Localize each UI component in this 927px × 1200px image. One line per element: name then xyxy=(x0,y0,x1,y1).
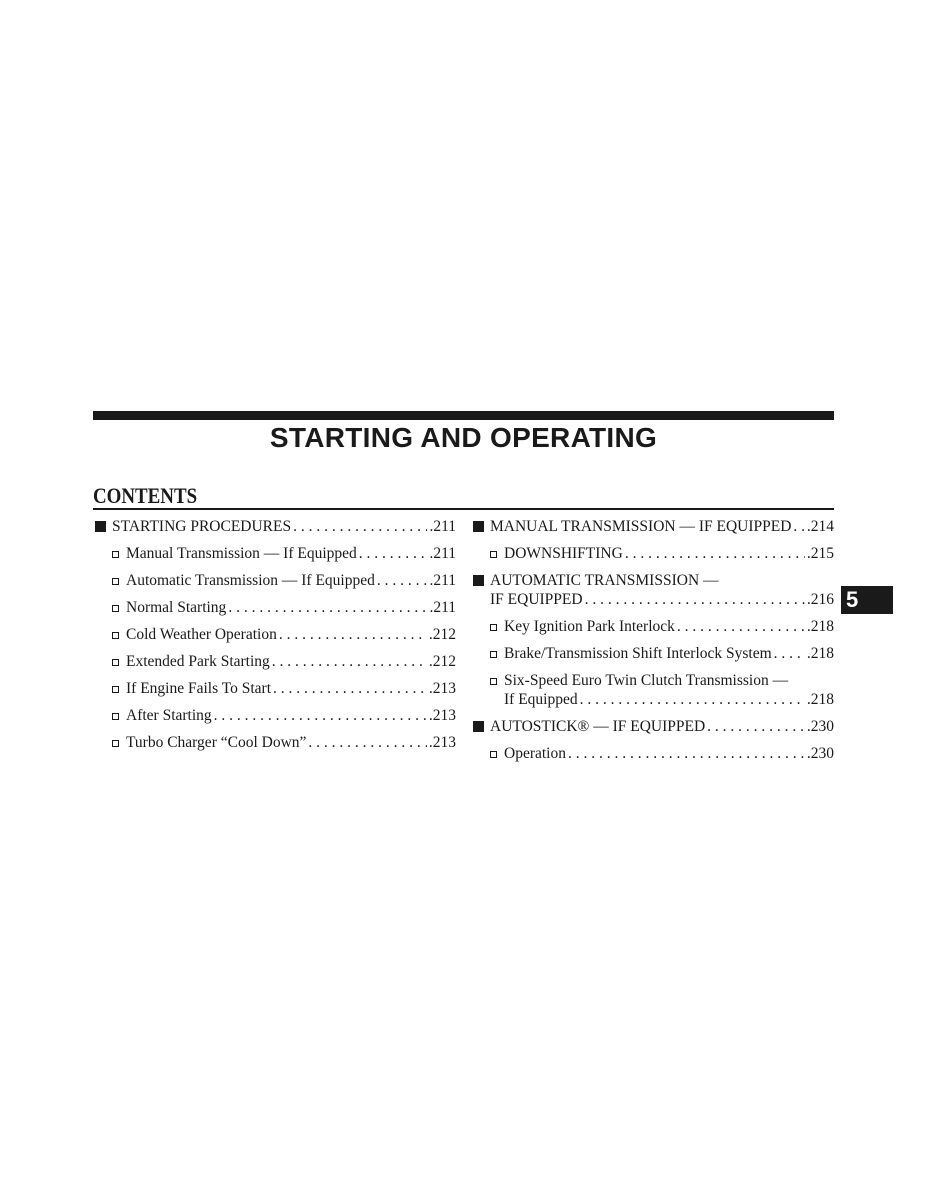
toc-entry-label: MANUAL TRANSMISSION — IF EQUIPPED xyxy=(490,518,792,535)
toc-page-number: .218 xyxy=(806,691,834,708)
contents-heading: CONTENTS xyxy=(93,483,198,508)
dot-leader xyxy=(377,567,428,594)
toc-entry-line xyxy=(93,513,456,540)
toc-entry[interactable] xyxy=(471,667,834,713)
chapter-number-tab: 5 xyxy=(841,586,893,614)
toc-page-number: .218 xyxy=(806,645,834,662)
toc-entry-label: Cold Weather Operation xyxy=(126,626,277,643)
chapter-title: STARTING AND OPERATING xyxy=(269,422,658,453)
toc-entry[interactable] xyxy=(471,713,834,740)
toc-entry[interactable] xyxy=(93,702,456,729)
toc-page-number: .213 xyxy=(428,707,456,724)
toc-entry[interactable] xyxy=(471,740,834,767)
toc-entry-line xyxy=(471,613,834,640)
toc-entry[interactable] xyxy=(93,567,456,594)
toc-entry-label: Key Ignition Park Interlock xyxy=(504,618,675,635)
toc-entry-label: Six-Speed Euro Twin Clutch Transmission — xyxy=(504,672,789,689)
toc-entry-label: Manual Transmission — If Equipped xyxy=(126,545,357,562)
dot-leader xyxy=(273,675,427,702)
toc-entry-line xyxy=(471,640,834,667)
toc-left-column xyxy=(93,513,456,756)
toc-entry-line xyxy=(471,540,834,567)
toc-entry[interactable] xyxy=(93,513,456,540)
toc-entry-label: Normal Starting xyxy=(126,599,227,616)
dot-leader xyxy=(793,513,804,540)
toc-entry-line xyxy=(471,713,834,740)
toc-entry-label: After Starting xyxy=(126,707,212,724)
dot-leader xyxy=(585,586,805,613)
toc-entry-label: STARTING PROCEDURES xyxy=(112,518,292,535)
toc-entry-line xyxy=(93,648,456,675)
toc-entry-line xyxy=(93,729,456,756)
toc-entry-label: IF EQUIPPED xyxy=(490,591,583,608)
dot-leader xyxy=(677,613,805,640)
toc-entry[interactable] xyxy=(93,540,456,567)
chapter-top-rule xyxy=(93,411,834,420)
toc-page-number: .211 xyxy=(429,545,456,562)
dot-leader xyxy=(214,702,427,729)
toc-entry[interactable] xyxy=(93,621,456,648)
dot-leader xyxy=(568,740,805,767)
toc-entry[interactable] xyxy=(93,675,456,702)
dot-leader xyxy=(707,713,805,740)
toc-entry-label: Extended Park Starting xyxy=(126,653,270,670)
toc-page-number: .213 xyxy=(428,734,456,751)
dot-leader xyxy=(774,640,805,667)
toc-entry[interactable] xyxy=(471,613,834,640)
toc-entry[interactable] xyxy=(471,513,834,540)
toc-page-number: .216 xyxy=(806,591,834,608)
toc-entry-line xyxy=(471,686,834,713)
dot-leader xyxy=(272,648,427,675)
toc-entry-label: Turbo Charger “Cool Down” xyxy=(126,734,307,751)
toc-entry-line xyxy=(93,675,456,702)
toc-entry-label: AUTOSTICK® — IF EQUIPPED xyxy=(490,718,706,735)
toc-entry-label: Brake/Transmission Shift Interlock System xyxy=(504,645,772,662)
dot-leader xyxy=(308,729,426,756)
toc-entry[interactable] xyxy=(471,540,834,567)
toc-entry[interactable] xyxy=(93,594,456,621)
toc-entry-label: Operation xyxy=(504,745,566,762)
toc-entry-label: AUTOMATIC TRANSMISSION — xyxy=(490,572,719,589)
toc-entry-label: If Engine Fails To Start xyxy=(126,680,272,697)
toc-page-number: .215 xyxy=(806,545,834,562)
toc-entry[interactable] xyxy=(471,640,834,667)
dot-leader xyxy=(279,621,427,648)
toc-entry-line xyxy=(471,513,834,540)
toc-entry-line xyxy=(93,594,456,621)
toc-right-column xyxy=(471,513,834,767)
toc-page-number: .230 xyxy=(806,745,834,762)
toc-entry-line xyxy=(93,702,456,729)
toc-page-number: .211 xyxy=(429,518,456,535)
toc-entry[interactable] xyxy=(93,648,456,675)
toc-entry[interactable] xyxy=(93,729,456,756)
toc-page-number: .212 xyxy=(428,626,456,643)
toc-entry-line xyxy=(93,621,456,648)
toc-page-number: .213 xyxy=(428,680,456,697)
toc-entry-line xyxy=(93,540,456,567)
toc-page-number: .212 xyxy=(428,653,456,670)
dot-leader xyxy=(580,686,805,713)
toc-page-number: .211 xyxy=(429,572,456,589)
dot-leader xyxy=(625,540,805,567)
toc-page-number: .211 xyxy=(429,599,456,616)
dot-leader xyxy=(293,513,427,540)
dot-leader xyxy=(228,594,427,621)
toc-entry-line xyxy=(471,586,834,613)
toc-page-number: .218 xyxy=(806,618,834,635)
contents-rule xyxy=(93,508,834,510)
toc-entry-line xyxy=(471,740,834,767)
toc-entry-label: Automatic Transmission — If Equipped xyxy=(126,572,375,589)
toc-entry-line xyxy=(93,567,456,594)
toc-page-number: .214 xyxy=(806,518,834,535)
toc-entry-label: If Equipped xyxy=(504,691,578,708)
toc-page-number: .230 xyxy=(806,718,834,735)
toc-entry-label: DOWNSHIFTING xyxy=(504,545,623,562)
toc-entry[interactable] xyxy=(471,567,834,613)
dot-leader xyxy=(359,540,428,567)
